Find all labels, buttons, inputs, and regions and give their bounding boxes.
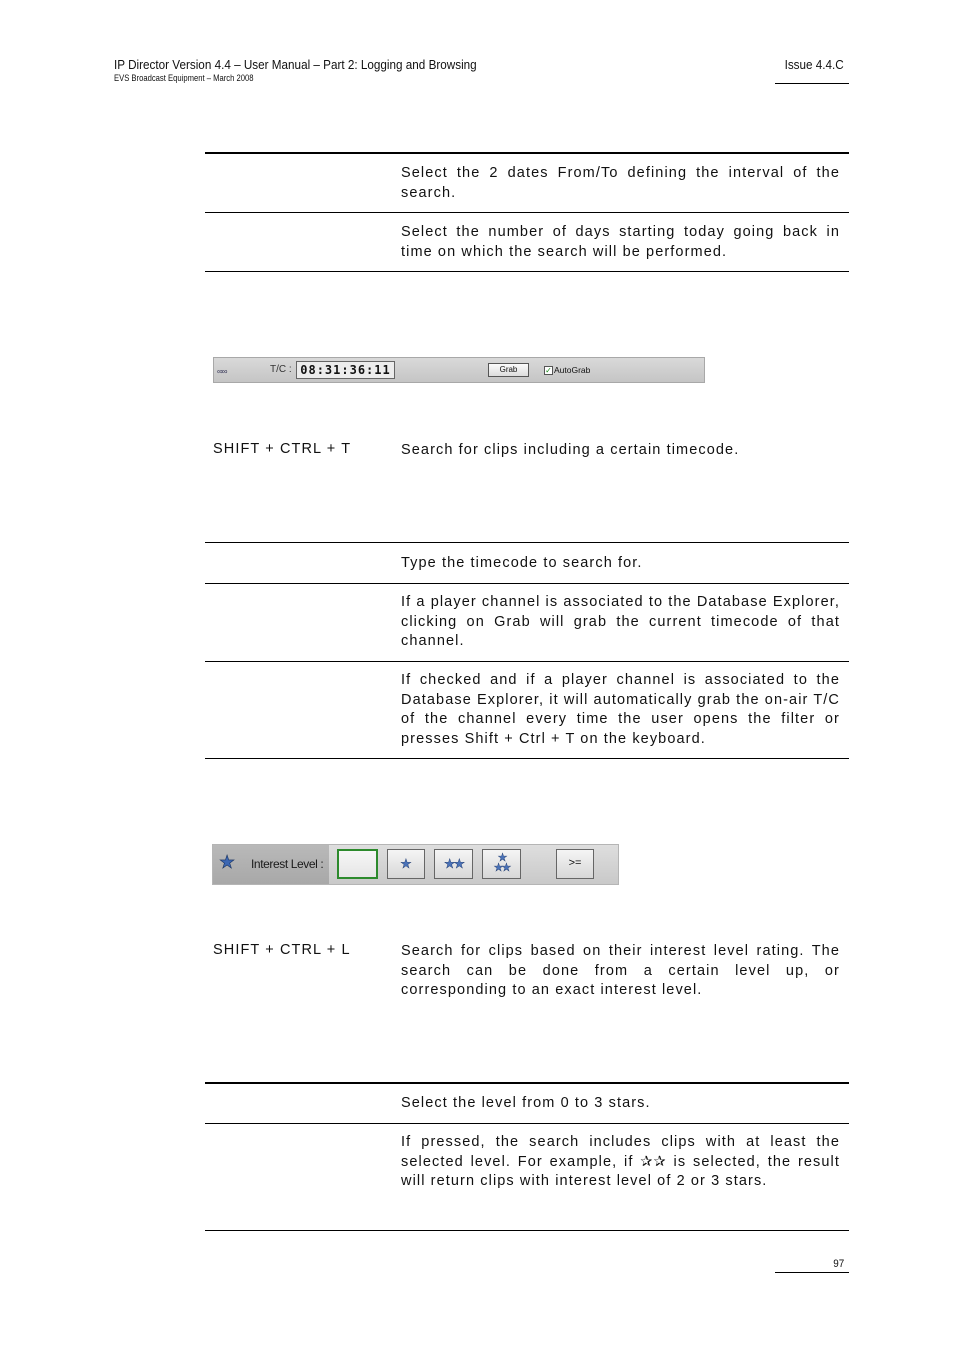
table-cell-desc: Type the timecode to search for. xyxy=(401,555,643,571)
table-cell-desc: Select the level from 0 to 3 stars. xyxy=(401,1095,651,1111)
shortcut-key: SHIFT + CTRL + L xyxy=(213,942,351,958)
two-stars-icon: ★★ xyxy=(493,862,510,874)
table-cell-desc: Select the number of days starting today going back in time on which the search will be performed. xyxy=(401,224,840,260)
three-star-button[interactable] xyxy=(482,849,521,879)
table-cell-desc: If a player channel is associated to the Database Explorer, clicking on Grab will grab the current timecode of that channel. xyxy=(401,594,840,649)
star-icon: ★ xyxy=(400,856,412,871)
document-title: IP Director Version 4.4 – User Manual – Part 2: Logging and Browsing xyxy=(114,57,477,72)
timecode-input[interactable]: 08:31:36:11 xyxy=(296,361,395,379)
star-icon: ★ xyxy=(219,852,236,872)
shortcut-key: SHIFT + CTRL + T xyxy=(213,441,352,457)
table-cell-desc: If pressed, the search includes clips with at least the selected level. For example, if ✰✰ is selected, the result will return clips with interest level of 2 or 3 stars. xyxy=(401,1134,840,1189)
table-top-rule xyxy=(205,1082,849,1084)
table-row-rule xyxy=(205,661,849,662)
table-row-rule xyxy=(205,271,849,272)
two-stars-icon: ★★ xyxy=(443,856,464,871)
interest-level-toolbar xyxy=(212,844,619,885)
table-top-rule xyxy=(205,542,849,543)
timecode-toolbar xyxy=(213,357,705,383)
table-bottom-rule xyxy=(205,1230,849,1231)
shortcut-desc: Search for clips based on their interest level rating. The search can be done from a certain level up, or corresponding to an exact interest level. xyxy=(401,943,840,998)
interest-level-label: Interest Level : xyxy=(251,857,324,871)
autograb-checkbox[interactable]: ✓ xyxy=(545,366,552,375)
shortcut-desc: Search for clips including a certain timecode. xyxy=(401,442,740,458)
tc-label: T/C : xyxy=(270,364,292,375)
one-star-button[interactable] xyxy=(387,849,425,879)
header-rule xyxy=(775,83,849,84)
zero-star-button[interactable] xyxy=(337,849,378,879)
issue-label: Issue 4.4.C xyxy=(784,57,844,72)
table-cell-desc: If checked and if a player channel is associated to the Database Explorer, it will automatically grab the on-air T/C of the channel every time the user opens the filter or presses Shift + Ctrl + T on the keyboard. xyxy=(401,672,840,747)
greater-or-equal-button[interactable]: >= xyxy=(556,849,594,879)
interest-level-label-area xyxy=(213,845,329,884)
table-row-rule xyxy=(205,212,849,213)
link-icon: ∞∞ xyxy=(217,367,227,376)
two-star-button[interactable] xyxy=(434,849,473,879)
footer-rule xyxy=(775,1272,849,1273)
star-icon: ★ xyxy=(497,852,506,864)
autograb-label: AutoGrab xyxy=(554,365,591,375)
table-cell-desc: Select the 2 dates From/To defining the interval of the search. xyxy=(401,165,840,201)
table-row-rule xyxy=(205,1123,849,1124)
page-number: 97 xyxy=(832,1258,844,1270)
table-row-rule xyxy=(205,583,849,584)
document-subtitle: EVS Broadcast Equipment – March 2008 xyxy=(114,73,254,83)
table-top-rule xyxy=(205,152,849,154)
table-row-rule xyxy=(205,758,849,759)
grab-button[interactable]: Grab xyxy=(488,363,529,377)
